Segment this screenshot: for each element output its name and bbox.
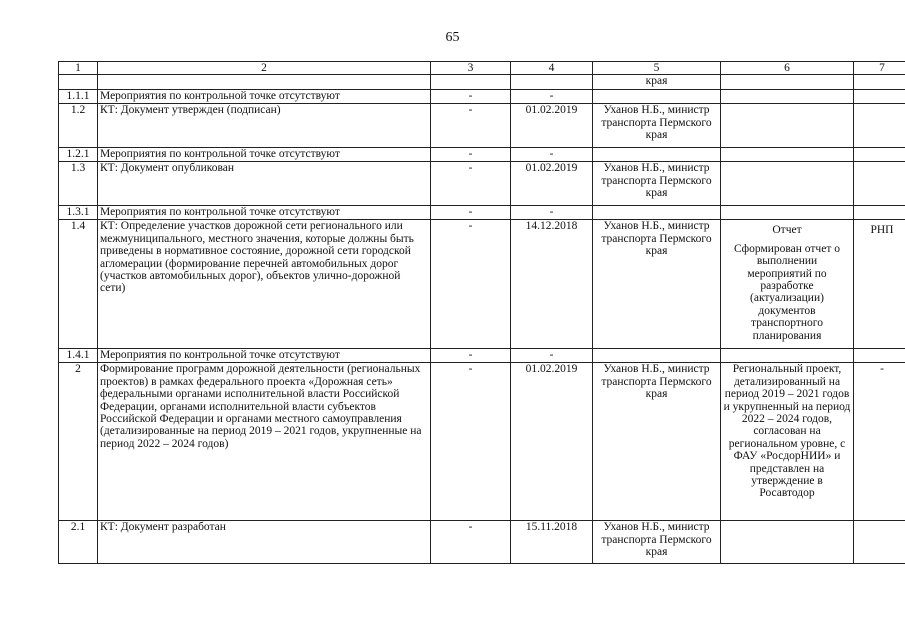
cell-name: КТ: Документ опубликован <box>98 162 431 206</box>
cell-result <box>721 349 854 363</box>
header-col-1: 1 <box>59 62 98 75</box>
cell-result: Региональный проект, детализированный на период 2019 – 2021 годов и укрупненный на период 2022 – 2024 годов, согласован на региональном уровне, с ФАУ «РосдорНИИ» и представлен на утверждение в Росавтодор <box>721 363 854 521</box>
cell-name: Мероприятия по контрольной точке отсутствуют <box>98 349 431 363</box>
cell-col7 <box>854 104 905 148</box>
cell-col7 <box>854 220 905 349</box>
cell-number <box>59 75 98 90</box>
table-row <box>59 148 905 162</box>
cell-col3: - <box>431 104 511 148</box>
cell-name: Формирование программ дорожной деятельности (региональных проектов) в рамках федерального проекта «Дорожная сеть» федеральными органами исполнительной власти Российской Федерации, органами исполнительной власти субъектов Российской Федерации и органами местного самоуправления (детализированные на период 2019 – 2021 годов, укрупненные на период 2022 – 2024 годов) <box>98 363 431 521</box>
cell-responsible: Уханов Н.Б., министр транспорта Пермского края <box>593 104 721 148</box>
cell-col7 <box>854 206 905 220</box>
table-row <box>59 90 905 104</box>
cell-responsible <box>593 349 721 363</box>
cell-col3 <box>431 75 511 90</box>
cell-name: Мероприятия по контрольной точке отсутствуют <box>98 148 431 162</box>
cell-col3: - <box>431 162 511 206</box>
cell-col3: - <box>431 220 511 349</box>
cell-date: - <box>511 349 593 363</box>
cell-result <box>721 90 854 104</box>
activities-table <box>58 61 905 564</box>
table-row <box>59 104 905 148</box>
table-header-row <box>59 62 905 75</box>
cell-result <box>721 521 854 564</box>
header-col-2: 2 <box>98 62 431 75</box>
cell-name: КТ: Документ разработан <box>98 521 431 564</box>
cell-result <box>721 75 854 90</box>
cell-number: 1.1.1 <box>59 90 98 104</box>
result-description: Сформирован отчет о выполнении мероприятий по разработке (актуализации) документов транспортного планирования <box>734 242 840 342</box>
cell-date: - <box>511 206 593 220</box>
cell-col7 <box>854 148 905 162</box>
cell-name <box>98 75 431 90</box>
header-col-5: 5 <box>593 62 721 75</box>
cell-col7 <box>854 521 905 564</box>
cell-col3: - <box>431 363 511 521</box>
cell-result <box>721 206 854 220</box>
cell-number: 1.2 <box>59 104 98 148</box>
cell-result <box>721 220 854 349</box>
result-type: Отчет <box>772 224 802 237</box>
cell-col7 <box>854 162 905 206</box>
cell-responsible <box>593 148 721 162</box>
cell-col3: - <box>431 90 511 104</box>
cell-responsible: края <box>593 75 721 90</box>
header-col-6: 6 <box>721 62 854 75</box>
table-row <box>59 220 905 349</box>
cell-number: 1.2.1 <box>59 148 98 162</box>
cell-responsible: Уханов Н.Б., министр транспорта Пермского края <box>593 162 721 206</box>
table-row <box>59 349 905 363</box>
table-row <box>59 162 905 206</box>
cell-col3: - <box>431 148 511 162</box>
cell-result <box>721 162 854 206</box>
cell-date: 01.02.2019 <box>511 162 593 206</box>
header-col-4: 4 <box>511 62 593 75</box>
cell-responsible: Уханов Н.Б., министр транспорта Пермского края <box>593 220 721 349</box>
cell-number: 2.1 <box>59 521 98 564</box>
cell-date: - <box>511 148 593 162</box>
cell-name: КТ: Определение участков дорожной сети регионального или межмуниципального, местного значения, которые должны быть приведены в нормативное состояние, дорожной сети городской агломерации (формирование перечней автомобильных дорог (участков автомобильных дорог), объектов улично-дорожной сети) <box>98 220 431 349</box>
cell-responsible <box>593 206 721 220</box>
table-row <box>59 206 905 220</box>
cell-number: 1.3.1 <box>59 206 98 220</box>
cell-responsible: Уханов Н.Б., министр транспорта Пермского края <box>593 363 721 521</box>
cell-name: Мероприятия по контрольной точке отсутствуют <box>98 90 431 104</box>
header-col-3: 3 <box>431 62 511 75</box>
col7-value: РНП <box>870 224 894 237</box>
cell-col7 <box>854 90 905 104</box>
cell-responsible <box>593 90 721 104</box>
cell-col3: - <box>431 206 511 220</box>
table-row <box>59 363 905 521</box>
cell-number: 1.4.1 <box>59 349 98 363</box>
table-row <box>59 75 905 90</box>
cell-date: 15.11.2018 <box>511 521 593 564</box>
cell-name: КТ: Документ утвержден (подписан) <box>98 104 431 148</box>
cell-col7 <box>854 75 905 90</box>
cell-date: 14.12.2018 <box>511 220 593 349</box>
cell-col7 <box>854 349 905 363</box>
cell-date: 01.02.2019 <box>511 363 593 521</box>
cell-responsible: Уханов Н.Б., министр транспорта Пермского края <box>593 521 721 564</box>
cell-result <box>721 148 854 162</box>
cell-number: 1.3 <box>59 162 98 206</box>
table-row <box>59 521 905 564</box>
cell-name: Мероприятия по контрольной точке отсутствуют <box>98 206 431 220</box>
header-col-7: 7 <box>854 62 905 75</box>
cell-number: 2 <box>59 363 98 521</box>
cell-col7: - <box>854 363 905 521</box>
cell-result <box>721 104 854 148</box>
cell-number: 1.4 <box>59 220 98 349</box>
cell-col3: - <box>431 521 511 564</box>
cell-date <box>511 75 593 90</box>
cell-col3: - <box>431 349 511 363</box>
cell-date: 01.02.2019 <box>511 104 593 148</box>
page-number: 65 <box>445 30 460 45</box>
cell-date: - <box>511 90 593 104</box>
